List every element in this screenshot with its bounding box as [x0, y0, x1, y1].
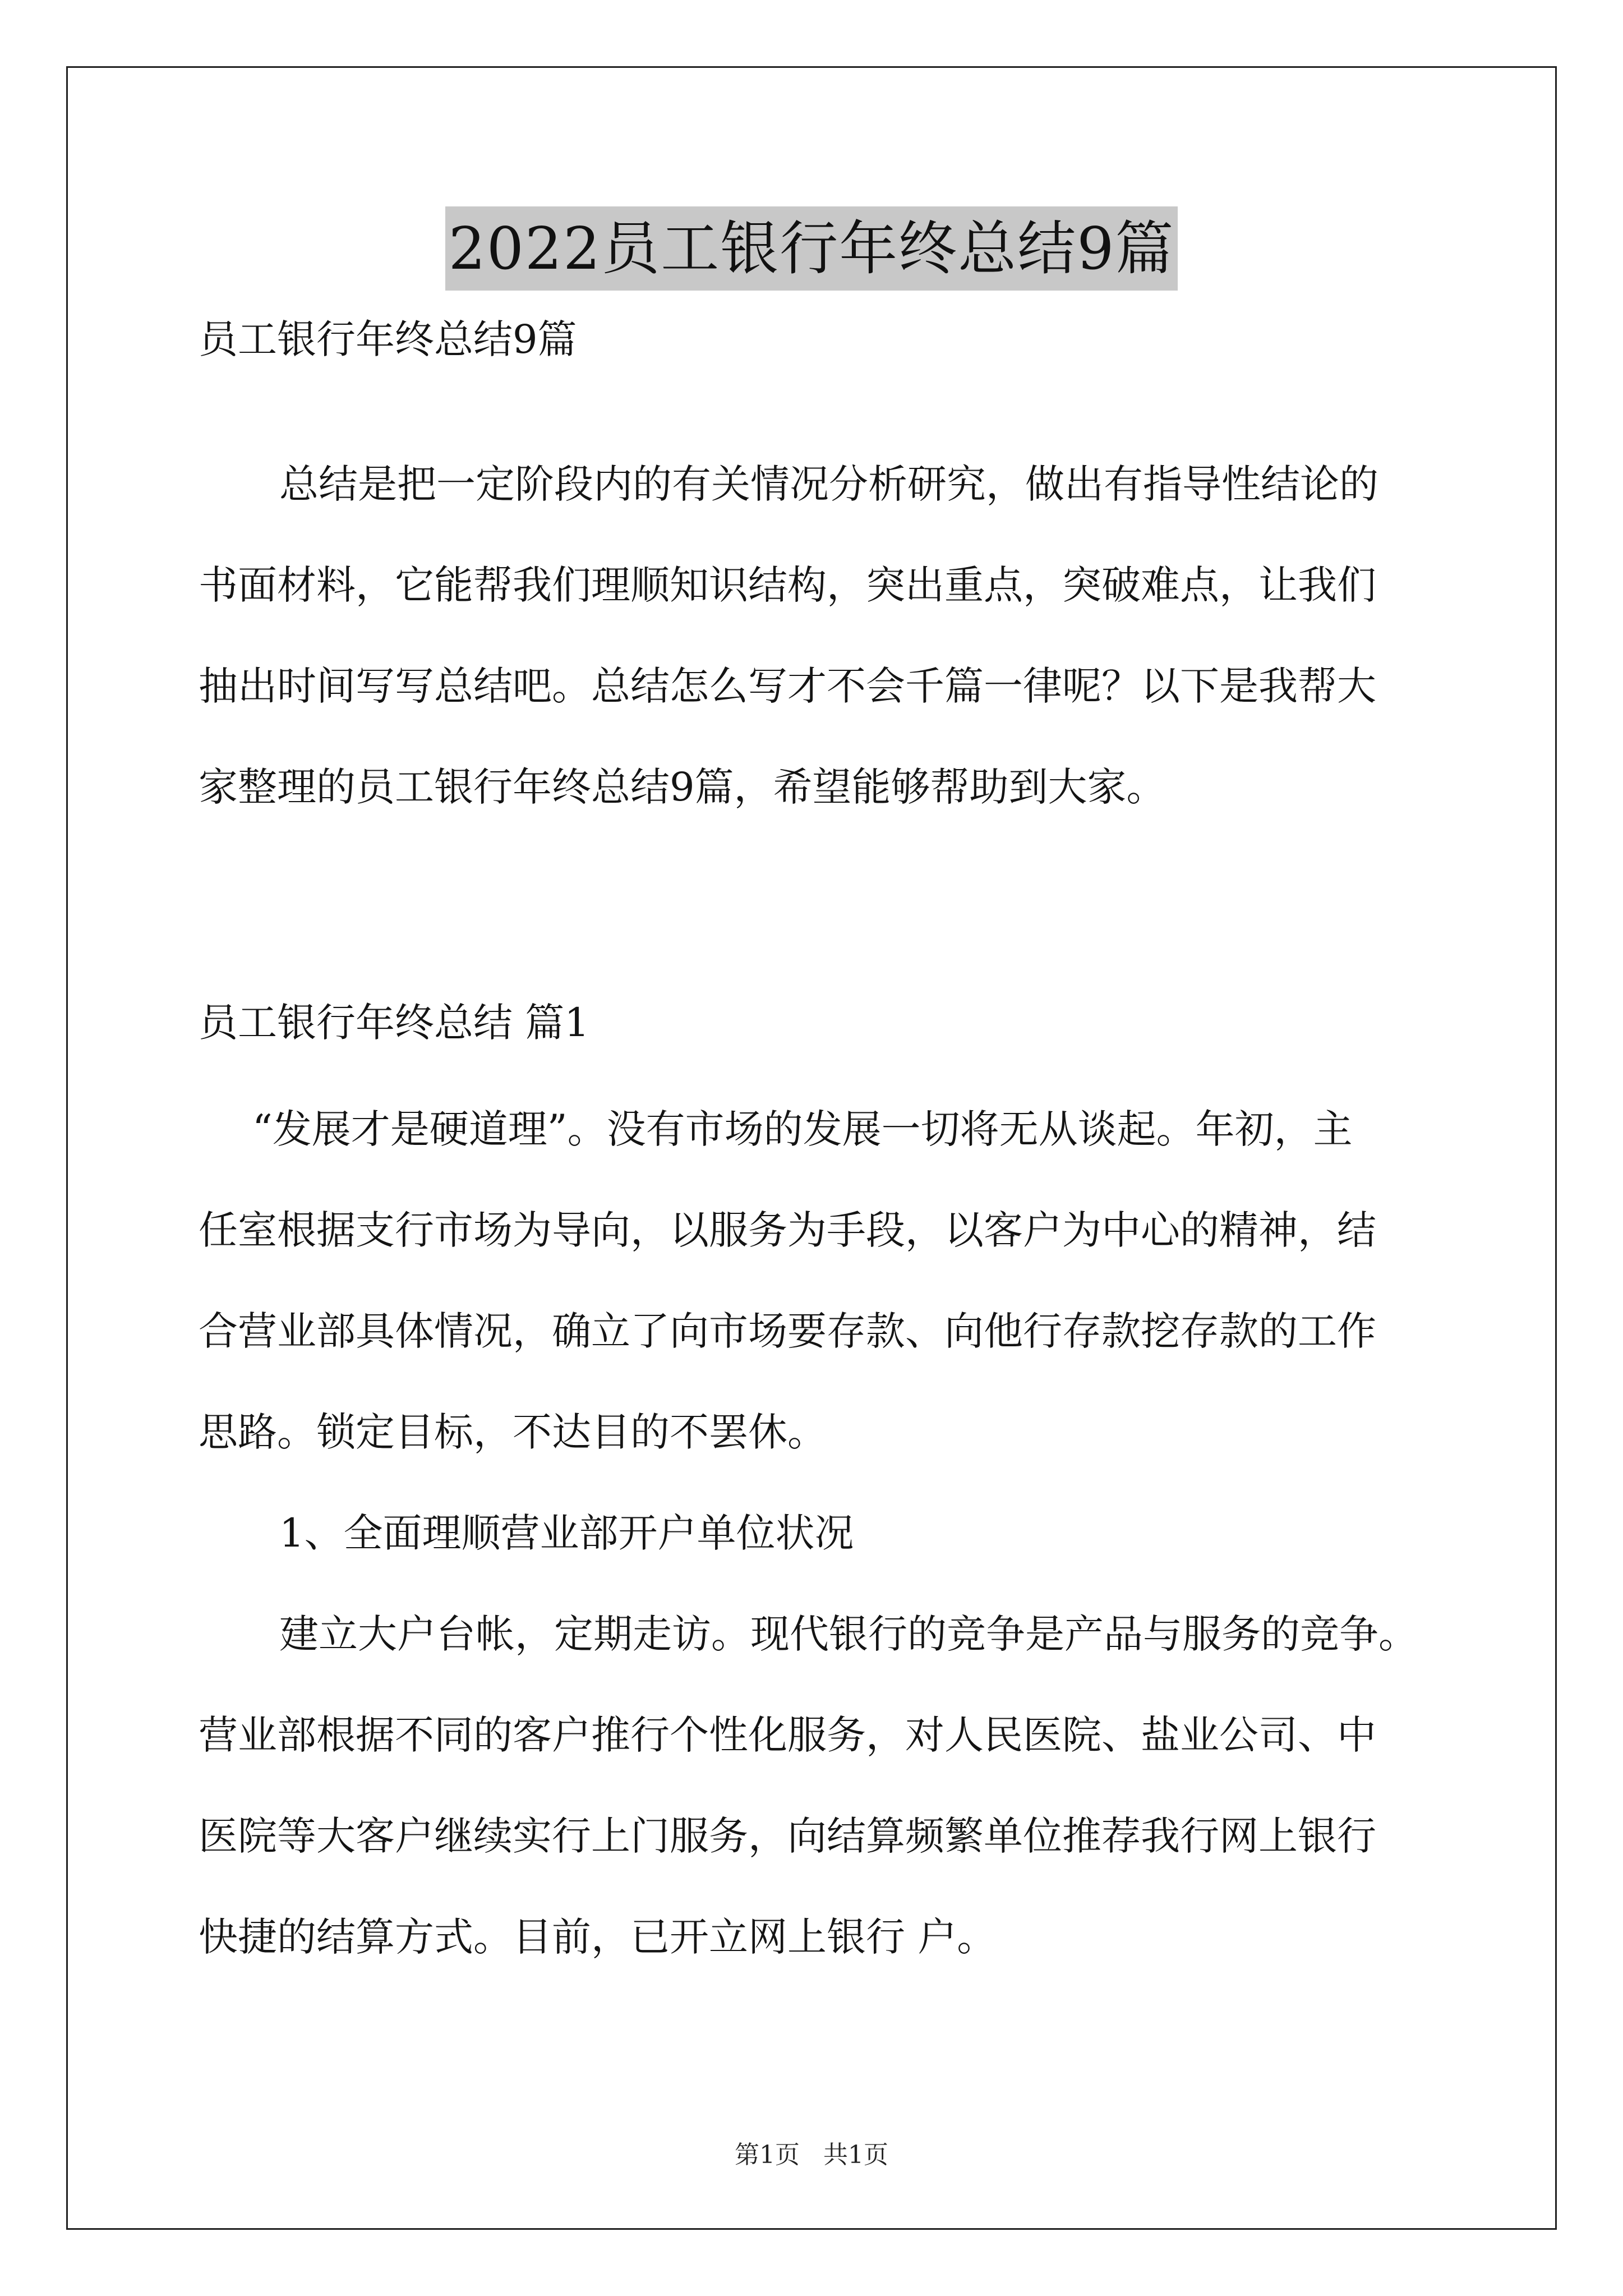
intro-line-1: 总结是把一定阶段内的有关情况分析研究，做出有指导性结论的	[279, 461, 1378, 507]
page-footer	[0, 2138, 1623, 2172]
section1-line-2: 任室根据支行市场为导向，以服务为手段，以客户为中心的精神，结	[199, 1207, 1376, 1253]
title-container	[0, 206, 1623, 291]
item1-line-3: 医院等大客户继续实行上门服务，向结算频繁单位推荐我行网上银行	[199, 1813, 1376, 1859]
page-number: 第1页 共1页	[735, 2141, 888, 2169]
section-heading-1: 员工银行年终总结 篇1	[199, 1000, 589, 1046]
section1-line-4: 思路。锁定目标，不达目的不罢休。	[199, 1409, 827, 1455]
intro-line-3: 抽出时间写写总结吧。总结怎么写才不会千篇一律呢？以下是我帮大	[199, 663, 1376, 709]
document-title: 2022员工银行年终总结9篇	[445, 206, 1178, 291]
item1-line-4: 快捷的结算方式。目前，已开立网上银行 户。	[199, 1914, 997, 1960]
item1-line-1: 建立大户台帐，定期走访。现代银行的竞争是产品与服务的竞争。	[279, 1611, 1418, 1657]
section1-line-3: 合营业部具体情况，确立了向市场要存款、向他行存款挖存款的工作	[199, 1308, 1376, 1354]
item1-heading: 1、全面理顺营业部开户单位状况	[279, 1510, 854, 1556]
intro-line-2: 书面材料，它能帮我们理顺知识结构，突出重点，突破难点，让我们	[199, 562, 1376, 608]
intro-line-4: 家整理的员工银行年终总结9篇，希望能够帮助到大家。	[199, 764, 1166, 810]
subtitle: 员工银行年终总结9篇	[199, 316, 577, 362]
item1-line-2: 营业部根据不同的客户推行个性化服务，对人民医院、盐业公司、中	[199, 1712, 1376, 1758]
section1-line-1: “发展才是硬道理”。没有市场的发展一切将无从谈起。年初，主	[252, 1106, 1353, 1152]
